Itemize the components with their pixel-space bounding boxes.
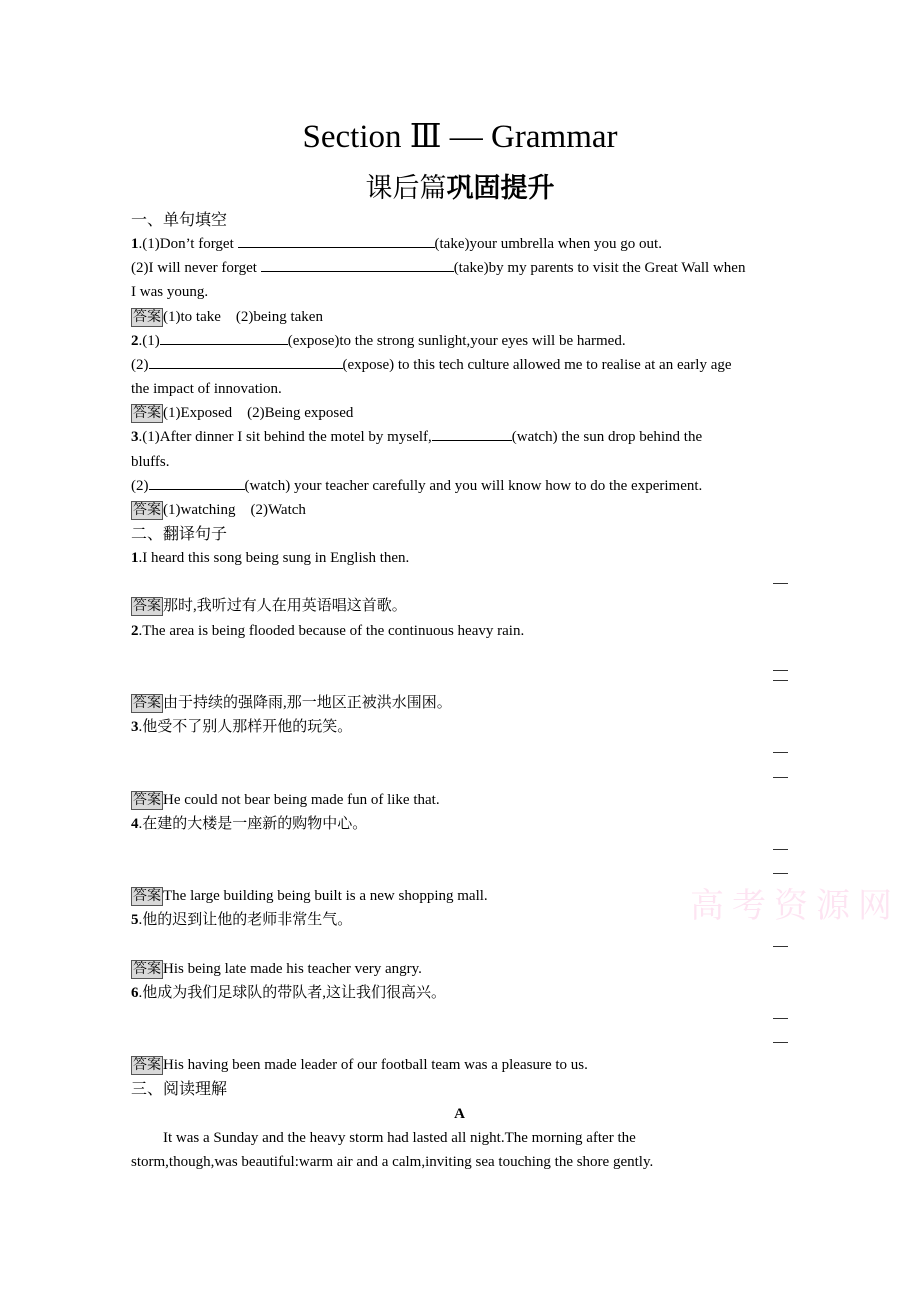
question: 6.他成为我们足球队的带队者,这让我们很高兴。 xyxy=(131,984,447,1001)
question: 4.在建的大楼是一座新的购物中心。 xyxy=(131,815,368,832)
question-cont: the impact of innovation. xyxy=(131,381,282,398)
answer-line-dash xyxy=(773,752,788,753)
question xyxy=(131,256,788,280)
question: 2.(1) (expose)to the strong sunlight,your eyes will be harmed. xyxy=(131,329,788,353)
answer xyxy=(131,957,788,981)
answer-blank-line xyxy=(131,667,788,691)
fill-in-blank xyxy=(160,329,288,345)
text: 他的迟到让他的老师非常生气。 xyxy=(142,912,353,929)
text: (1)After dinner I sit behind the motel by myself, xyxy=(142,429,432,446)
answer-badge: 答案 xyxy=(133,888,161,905)
question xyxy=(131,474,788,498)
answer-badge: 答案 xyxy=(133,1057,161,1074)
question: 5.他的迟到让他的老师非常生气。 xyxy=(131,912,353,929)
question: 1.(1)Don’t forget (take)your umbrella when you go out. xyxy=(131,232,788,256)
text: His having been made leader of our football team was a pleasure to us. xyxy=(163,1057,588,1074)
page-subtitle xyxy=(0,166,920,205)
question: 1.I heard this song being sung in English then. xyxy=(131,550,410,567)
answer-line-dash xyxy=(773,1018,788,1019)
text: 在建的大楼是一座新的购物中心。 xyxy=(142,815,368,832)
answer-line-dash xyxy=(773,1042,788,1043)
text: 4 xyxy=(131,815,139,832)
text: The large building being built is a new shopping mall. xyxy=(163,888,488,905)
answer-blank-line xyxy=(131,1005,788,1029)
answer-badge: 答案 xyxy=(133,598,161,615)
text: (2) xyxy=(131,477,149,494)
text: He could not bear being made fun of like that. xyxy=(163,791,440,808)
section-heading: 二、翻译句子 xyxy=(131,524,228,544)
text: (2) xyxy=(131,356,149,373)
fill-in-blank xyxy=(238,232,435,248)
text: (2)I will never forget xyxy=(131,260,261,277)
text: 3 xyxy=(131,429,139,446)
answer xyxy=(131,498,788,522)
answer-blank-line xyxy=(131,643,788,667)
text: 他成为我们足球队的带队者,这让我们很高兴。 xyxy=(142,984,447,1001)
text: 2 xyxy=(131,332,139,349)
answer xyxy=(131,594,788,618)
answer-blank-line xyxy=(131,739,788,763)
question: 3.(1)After dinner I sit behind the motel by myself, (watch) the sun drop behind the xyxy=(131,425,788,449)
text: (1)Exposed (2)Being exposed xyxy=(163,405,354,422)
text: (1)Don’t forget xyxy=(142,236,238,253)
text: 1 xyxy=(131,550,139,567)
answer-badge: 答案 xyxy=(133,405,161,422)
answer-badge: 答案 xyxy=(133,695,161,712)
answer xyxy=(131,1053,788,1077)
answer-blank-line xyxy=(131,860,788,884)
text: 2 xyxy=(131,622,139,639)
fill-in-blank xyxy=(432,425,512,441)
passage-line: storm,though,was beautiful:warm air and a calm,inviting sea touching the shore gently. xyxy=(131,1153,654,1170)
text: 1 xyxy=(131,236,139,253)
fill-in-blank xyxy=(149,353,343,369)
text: (watch) your teacher carefully and you will know how to do the experiment. xyxy=(244,477,703,494)
text: 3 xyxy=(131,719,139,736)
answer-line-dash xyxy=(773,583,788,584)
question-cont: I was young. xyxy=(131,284,209,301)
content xyxy=(131,208,788,1174)
answer-line-dash xyxy=(773,777,788,778)
text: 由于持续的强降雨,那一地区正被洪水围困。 xyxy=(163,695,452,712)
text: (1)watching (2)Watch xyxy=(163,501,306,518)
answer-blank-line xyxy=(131,836,788,860)
answer xyxy=(131,788,788,812)
text: 他受不了别人那样开他的玩笑。 xyxy=(142,719,353,736)
answer-blank-line xyxy=(131,933,788,957)
text: The area is being flooded because of the continuous heavy rain. xyxy=(142,622,525,639)
answer-blank-line xyxy=(131,570,788,594)
text: (watch) the sun drop behind the xyxy=(511,429,703,446)
answer-line-dash xyxy=(773,680,788,681)
text: 5 xyxy=(131,912,139,929)
question xyxy=(131,353,788,377)
answer-badge: 答案 xyxy=(133,308,161,325)
section-heading: 三、阅读理解 xyxy=(131,1079,228,1099)
passage-label: A xyxy=(454,1105,465,1122)
fill-in-blank xyxy=(149,474,245,490)
subtitle-b: 巩固提升 xyxy=(446,173,555,204)
text: I heard this song being sung in English then. xyxy=(142,550,410,567)
answer-blank-line xyxy=(131,764,788,788)
text: (take)your umbrella when you go out. xyxy=(434,236,662,253)
answer-blank-line xyxy=(131,1029,788,1053)
answer xyxy=(131,884,788,908)
text: 那时,我听过有人在用英语唱这首歌。 xyxy=(163,598,407,615)
text: (take)by my parents to visit the Great Wall when xyxy=(453,260,746,277)
answer-line-dash xyxy=(773,849,788,850)
question: 2.The area is being flooded because of the continuous heavy rain. xyxy=(131,622,525,639)
section-heading: 一、单句填空 xyxy=(131,210,228,229)
passage-line: It was a Sunday and the heavy storm had lasted all night.The morning after the xyxy=(163,1129,636,1146)
text: His being late made his teacher very angry. xyxy=(163,960,422,977)
answer-badge: 答案 xyxy=(133,960,161,977)
answer-badge: 答案 xyxy=(133,501,161,518)
page-title: Section Ⅲ — Grammar xyxy=(302,119,618,155)
answer-badge: 答案 xyxy=(133,791,161,808)
question-cont: bluffs. xyxy=(131,453,170,470)
text: (1)to take (2)being taken xyxy=(163,308,323,325)
answer xyxy=(131,305,788,329)
answer-line-dash xyxy=(773,670,788,671)
text: 6 xyxy=(131,984,139,1001)
question: 3.他受不了别人那样开他的玩笑。 xyxy=(131,719,353,736)
text: (expose) to this tech culture allowed me to realise at an early age xyxy=(342,356,732,373)
text: (1) xyxy=(142,332,160,349)
text: (expose)to the strong sunlight,your eyes will be harmed. xyxy=(287,332,626,349)
answer-line-dash xyxy=(773,946,788,947)
subtitle-a: 课后篇 xyxy=(365,173,447,204)
fill-in-blank xyxy=(261,256,454,272)
watermark: 高考资源网 xyxy=(690,886,900,926)
answer xyxy=(131,691,788,715)
answer-line-dash xyxy=(773,873,788,874)
answer xyxy=(131,401,788,425)
